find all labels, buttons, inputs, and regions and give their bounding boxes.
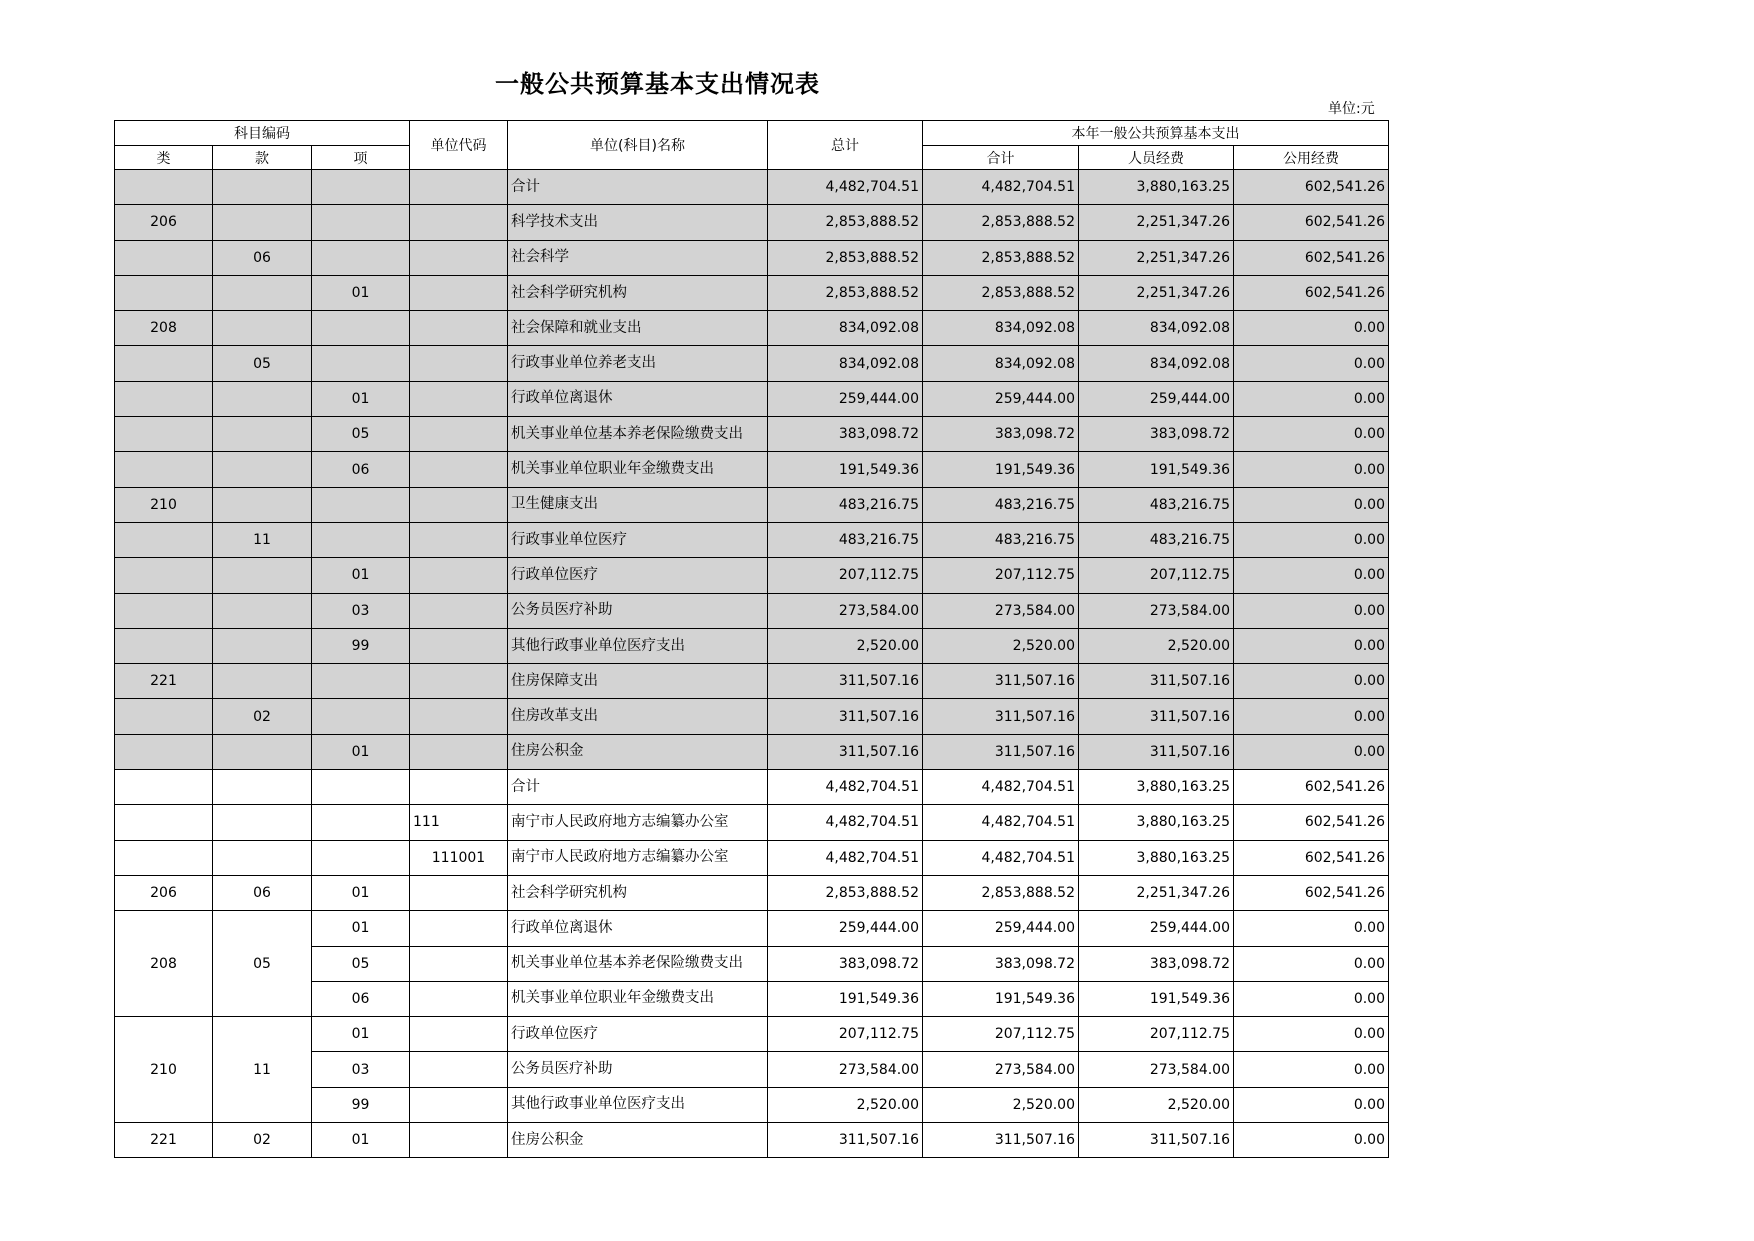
- cell-subtotal: 273,584.00: [923, 1052, 1079, 1087]
- section-by-unit: [115, 770, 1389, 1158]
- table-row: [115, 805, 1389, 840]
- cell-unit-code: [410, 981, 508, 1016]
- cell-unit-code: [410, 946, 508, 981]
- cell-subtotal: 207,112.75: [923, 558, 1079, 593]
- cell-xiang: 01: [312, 875, 410, 910]
- table-row: [115, 452, 1389, 487]
- cell-xiang: [312, 699, 410, 734]
- table-row: [115, 558, 1389, 593]
- cell-subtotal: 4,482,704.51: [923, 840, 1079, 875]
- cell-personnel: 311,507.16: [1079, 664, 1234, 699]
- cell-personnel: 3,880,163.25: [1079, 840, 1234, 875]
- cell-personnel: 207,112.75: [1079, 558, 1234, 593]
- cell-personnel: 483,216.75: [1079, 522, 1234, 557]
- cell-unit-code: [410, 875, 508, 910]
- cell-public: 0.00: [1234, 628, 1389, 663]
- cell-name: 公务员医疗补助: [508, 1052, 768, 1087]
- cell-kuan: 06: [213, 240, 312, 275]
- cell-personnel: 311,507.16: [1079, 734, 1234, 769]
- cell-unit-code: [410, 417, 508, 452]
- cell-public: 0.00: [1234, 381, 1389, 416]
- cell-subtotal: 834,092.08: [923, 346, 1079, 381]
- cell-total: 834,092.08: [768, 346, 923, 381]
- cell-unit-code: [410, 1017, 508, 1052]
- cell-total: 311,507.16: [768, 1123, 923, 1158]
- cell-lei: [115, 522, 213, 557]
- cell-personnel: 2,251,347.26: [1079, 275, 1234, 310]
- page-title: 一般公共预算基本支出情况表: [495, 70, 820, 98]
- cell-public: 0.00: [1234, 522, 1389, 557]
- cell-public: 0.00: [1234, 1087, 1389, 1122]
- cell-personnel: 273,584.00: [1079, 593, 1234, 628]
- cell-kuan: [213, 805, 312, 840]
- cell-unit-code: 111001: [410, 840, 508, 875]
- cell-xiang: 99: [312, 628, 410, 663]
- table-row: [115, 346, 1389, 381]
- cell-unit-code: [410, 487, 508, 522]
- cell-lei: [115, 275, 213, 310]
- cell-lei: [115, 381, 213, 416]
- cell-xiang: 06: [312, 981, 410, 1016]
- cell-personnel: 207,112.75: [1079, 1017, 1234, 1052]
- cell-public: 602,541.26: [1234, 170, 1389, 205]
- cell-subtotal: 2,853,888.52: [923, 875, 1079, 910]
- cell-name: 行政单位医疗: [508, 558, 768, 593]
- cell-unit-code: [410, 628, 508, 663]
- cell-xiang: 99: [312, 1087, 410, 1122]
- cell-subtotal: 191,549.36: [923, 981, 1079, 1016]
- table-row: [115, 593, 1389, 628]
- cell-total: 259,444.00: [768, 911, 923, 946]
- cell-subtotal: 2,853,888.52: [923, 205, 1079, 240]
- header-kuan: 款: [213, 146, 312, 170]
- cell-xiang: 01: [312, 275, 410, 310]
- cell-public: 0.00: [1234, 417, 1389, 452]
- cell-unit-code: [410, 275, 508, 310]
- cell-xiang: 01: [312, 1123, 410, 1158]
- cell-personnel: 383,098.72: [1079, 946, 1234, 981]
- cell-public: 0.00: [1234, 946, 1389, 981]
- cell-xiang: [312, 311, 410, 346]
- cell-xiang: [312, 346, 410, 381]
- cell-public: 602,541.26: [1234, 875, 1389, 910]
- cell-subtotal: 4,482,704.51: [923, 805, 1079, 840]
- cell-unit-code: [410, 1052, 508, 1087]
- cell-name: 机关事业单位基本养老保险缴费支出: [508, 417, 768, 452]
- table-row: [115, 205, 1389, 240]
- cell-xiang: [312, 805, 410, 840]
- cell-public: 602,541.26: [1234, 840, 1389, 875]
- cell-xiang: 01: [312, 1017, 410, 1052]
- cell-lei: [115, 770, 213, 805]
- cell-lei: [115, 593, 213, 628]
- cell-kuan: 05: [213, 346, 312, 381]
- cell-xiang: [312, 487, 410, 522]
- cell-total: 483,216.75: [768, 487, 923, 522]
- header-total: 总计: [768, 121, 923, 170]
- table-row: [115, 628, 1389, 663]
- header-current-year: 本年一般公共预算基本支出: [923, 121, 1389, 146]
- cell-unit-code: [410, 205, 508, 240]
- cell-xiang: [312, 205, 410, 240]
- cell-personnel: 191,549.36: [1079, 981, 1234, 1016]
- cell-kuan: [213, 170, 312, 205]
- cell-personnel: 2,520.00: [1079, 628, 1234, 663]
- cell-subtotal: 207,112.75: [923, 1017, 1079, 1052]
- cell-kuan: [213, 311, 312, 346]
- cell-unit-code: [410, 170, 508, 205]
- cell-name: 其他行政事业单位医疗支出: [508, 1087, 768, 1122]
- table-row: [115, 522, 1389, 557]
- cell-kuan: [213, 275, 312, 310]
- cell-total: 4,482,704.51: [768, 840, 923, 875]
- cell-subtotal: 483,216.75: [923, 487, 1079, 522]
- cell-name: 行政单位医疗: [508, 1017, 768, 1052]
- cell-lei: 210: [115, 1017, 213, 1123]
- cell-xiang: 01: [312, 734, 410, 769]
- cell-subtotal: 259,444.00: [923, 911, 1079, 946]
- header-unit-code: 单位代码: [410, 121, 508, 170]
- cell-name: 社会科学研究机构: [508, 875, 768, 910]
- cell-total: 207,112.75: [768, 558, 923, 593]
- header-public: 公用经费: [1234, 146, 1389, 170]
- cell-name: 其他行政事业单位医疗支出: [508, 628, 768, 663]
- cell-lei: 221: [115, 664, 213, 699]
- cell-subtotal: 2,853,888.52: [923, 275, 1079, 310]
- cell-personnel: 273,584.00: [1079, 1052, 1234, 1087]
- table-row: [115, 911, 1389, 946]
- cell-public: 0.00: [1234, 346, 1389, 381]
- cell-kuan: [213, 381, 312, 416]
- cell-kuan: [213, 664, 312, 699]
- cell-name: 住房公积金: [508, 1123, 768, 1158]
- cell-public: 602,541.26: [1234, 205, 1389, 240]
- cell-unit-code: [410, 1087, 508, 1122]
- cell-subtotal: 483,216.75: [923, 522, 1079, 557]
- cell-name: 住房公积金: [508, 734, 768, 769]
- cell-total: 2,853,888.52: [768, 205, 923, 240]
- cell-xiang: 01: [312, 911, 410, 946]
- cell-kuan: 05: [213, 911, 312, 1017]
- cell-subtotal: 311,507.16: [923, 699, 1079, 734]
- cell-total: 834,092.08: [768, 311, 923, 346]
- cell-kuan: 11: [213, 522, 312, 557]
- cell-total: 311,507.16: [768, 699, 923, 734]
- cell-name: 南宁市人民政府地方志编纂办公室: [508, 840, 768, 875]
- cell-public: 0.00: [1234, 1017, 1389, 1052]
- cell-lei: [115, 805, 213, 840]
- cell-personnel: 259,444.00: [1079, 911, 1234, 946]
- budget-table: [114, 120, 1389, 1158]
- cell-kuan: 06: [213, 875, 312, 910]
- section-by-subject: [115, 170, 1389, 770]
- header-personnel: 人员经费: [1079, 146, 1234, 170]
- table-row: [115, 417, 1389, 452]
- cell-lei: [115, 558, 213, 593]
- cell-subtotal: 2,520.00: [923, 1087, 1079, 1122]
- cell-xiang: 03: [312, 1052, 410, 1087]
- unit-label: 单位:元: [1328, 101, 1375, 117]
- table-row: [115, 875, 1389, 910]
- cell-personnel: 2,251,347.26: [1079, 205, 1234, 240]
- cell-name: 住房改革支出: [508, 699, 768, 734]
- cell-personnel: 383,098.72: [1079, 417, 1234, 452]
- cell-name: 机关事业单位职业年金缴费支出: [508, 452, 768, 487]
- cell-personnel: 3,880,163.25: [1079, 770, 1234, 805]
- cell-total: 273,584.00: [768, 593, 923, 628]
- cell-total: 4,482,704.51: [768, 170, 923, 205]
- cell-personnel: 191,549.36: [1079, 452, 1234, 487]
- cell-lei: [115, 628, 213, 663]
- table-row: [115, 770, 1389, 805]
- cell-subtotal: 311,507.16: [923, 734, 1079, 769]
- cell-kuan: [213, 593, 312, 628]
- cell-name: 行政单位离退休: [508, 911, 768, 946]
- cell-total: 4,482,704.51: [768, 770, 923, 805]
- cell-name: 行政事业单位养老支出: [508, 346, 768, 381]
- cell-name: 社会科学: [508, 240, 768, 275]
- cell-total: 4,482,704.51: [768, 805, 923, 840]
- cell-xiang: [312, 240, 410, 275]
- cell-total: 383,098.72: [768, 946, 923, 981]
- cell-kuan: [213, 487, 312, 522]
- cell-kuan: [213, 558, 312, 593]
- cell-public: 0.00: [1234, 487, 1389, 522]
- cell-public: 0.00: [1234, 664, 1389, 699]
- cell-kuan: [213, 840, 312, 875]
- cell-subtotal: 383,098.72: [923, 946, 1079, 981]
- cell-unit-code: [410, 664, 508, 699]
- cell-lei: [115, 170, 213, 205]
- cell-public: 0.00: [1234, 699, 1389, 734]
- cell-xiang: 06: [312, 452, 410, 487]
- cell-unit-code: [410, 558, 508, 593]
- cell-unit-code: [410, 699, 508, 734]
- cell-name: 社会保障和就业支出: [508, 311, 768, 346]
- cell-lei: [115, 240, 213, 275]
- cell-name: 社会科学研究机构: [508, 275, 768, 310]
- cell-unit-code: [410, 1123, 508, 1158]
- cell-public: 0.00: [1234, 1052, 1389, 1087]
- cell-xiang: [312, 770, 410, 805]
- cell-total: 2,853,888.52: [768, 240, 923, 275]
- cell-unit-code: [410, 240, 508, 275]
- cell-unit-code: [410, 522, 508, 557]
- cell-kuan: [213, 770, 312, 805]
- cell-unit-code: [410, 311, 508, 346]
- cell-personnel: 2,520.00: [1079, 1087, 1234, 1122]
- cell-xiang: [312, 170, 410, 205]
- cell-kuan: 11: [213, 1017, 312, 1123]
- cell-total: 2,520.00: [768, 1087, 923, 1122]
- cell-subtotal: 834,092.08: [923, 311, 1079, 346]
- table-row: [115, 170, 1389, 205]
- table-row: [115, 1017, 1389, 1052]
- cell-unit-code: [410, 381, 508, 416]
- cell-total: 383,098.72: [768, 417, 923, 452]
- cell-public: 0.00: [1234, 558, 1389, 593]
- cell-xiang: [312, 664, 410, 699]
- header-unit-name: 单位(科目)名称: [508, 121, 768, 170]
- cell-personnel: 2,251,347.26: [1079, 240, 1234, 275]
- cell-unit-code: [410, 452, 508, 487]
- cell-subtotal: 311,507.16: [923, 664, 1079, 699]
- cell-subtotal: 191,549.36: [923, 452, 1079, 487]
- cell-total: 207,112.75: [768, 1017, 923, 1052]
- cell-personnel: 834,092.08: [1079, 311, 1234, 346]
- cell-total: 2,853,888.52: [768, 875, 923, 910]
- cell-name: 机关事业单位基本养老保险缴费支出: [508, 946, 768, 981]
- cell-xiang: 05: [312, 946, 410, 981]
- table-row: [115, 275, 1389, 310]
- cell-lei: [115, 734, 213, 769]
- header-subtotal: 合计: [923, 146, 1079, 170]
- cell-name: 合计: [508, 770, 768, 805]
- cell-kuan: [213, 734, 312, 769]
- table-row: [115, 734, 1389, 769]
- cell-public: 0.00: [1234, 452, 1389, 487]
- cell-lei: [115, 699, 213, 734]
- cell-lei: 208: [115, 311, 213, 346]
- cell-unit-code: [410, 734, 508, 769]
- cell-kuan: 02: [213, 1123, 312, 1158]
- cell-public: 602,541.26: [1234, 770, 1389, 805]
- cell-xiang: 01: [312, 558, 410, 593]
- cell-kuan: [213, 452, 312, 487]
- cell-kuan: [213, 628, 312, 663]
- cell-public: 0.00: [1234, 593, 1389, 628]
- table-row: [115, 381, 1389, 416]
- table-row: [115, 487, 1389, 522]
- cell-name: 南宁市人民政府地方志编纂办公室: [508, 805, 768, 840]
- cell-total: 311,507.16: [768, 734, 923, 769]
- cell-total: 2,520.00: [768, 628, 923, 663]
- cell-total: 191,549.36: [768, 981, 923, 1016]
- cell-total: 259,444.00: [768, 381, 923, 416]
- cell-subtotal: 383,098.72: [923, 417, 1079, 452]
- cell-subtotal: 311,507.16: [923, 1123, 1079, 1158]
- cell-xiang: 01: [312, 381, 410, 416]
- table-row: [115, 311, 1389, 346]
- cell-personnel: 483,216.75: [1079, 487, 1234, 522]
- cell-personnel: 3,880,163.25: [1079, 170, 1234, 205]
- cell-subtotal: 4,482,704.51: [923, 170, 1079, 205]
- cell-name: 机关事业单位职业年金缴费支出: [508, 981, 768, 1016]
- cell-kuan: 02: [213, 699, 312, 734]
- cell-xiang: [312, 522, 410, 557]
- header-subject-code: 科目编码: [115, 121, 410, 146]
- cell-public: 0.00: [1234, 311, 1389, 346]
- header-xiang: 项: [312, 146, 410, 170]
- cell-lei: 221: [115, 1123, 213, 1158]
- cell-total: 2,853,888.52: [768, 275, 923, 310]
- table-row: [115, 664, 1389, 699]
- table-row: [115, 699, 1389, 734]
- cell-unit-code: [410, 770, 508, 805]
- cell-personnel: 3,880,163.25: [1079, 805, 1234, 840]
- cell-lei: 206: [115, 205, 213, 240]
- cell-subtotal: 259,444.00: [923, 381, 1079, 416]
- cell-lei: 210: [115, 487, 213, 522]
- cell-unit-code: [410, 593, 508, 628]
- cell-public: 602,541.26: [1234, 275, 1389, 310]
- cell-total: 311,507.16: [768, 664, 923, 699]
- table-row: [115, 240, 1389, 275]
- cell-subtotal: 273,584.00: [923, 593, 1079, 628]
- cell-name: 卫生健康支出: [508, 487, 768, 522]
- table-row: [115, 840, 1389, 875]
- table-row: [115, 1123, 1389, 1158]
- cell-lei: [115, 346, 213, 381]
- cell-unit-code: 111: [410, 805, 508, 840]
- cell-lei: [115, 452, 213, 487]
- cell-subtotal: 2,853,888.52: [923, 240, 1079, 275]
- cell-total: 483,216.75: [768, 522, 923, 557]
- cell-name: 科学技术支出: [508, 205, 768, 240]
- cell-name: 合计: [508, 170, 768, 205]
- cell-public: 0.00: [1234, 981, 1389, 1016]
- cell-total: 273,584.00: [768, 1052, 923, 1087]
- cell-public: 602,541.26: [1234, 240, 1389, 275]
- cell-kuan: [213, 417, 312, 452]
- cell-name: 住房保障支出: [508, 664, 768, 699]
- cell-kuan: [213, 205, 312, 240]
- cell-personnel: 834,092.08: [1079, 346, 1234, 381]
- cell-xiang: 05: [312, 417, 410, 452]
- cell-public: 602,541.26: [1234, 805, 1389, 840]
- cell-lei: [115, 417, 213, 452]
- cell-lei: 206: [115, 875, 213, 910]
- cell-name: 行政事业单位医疗: [508, 522, 768, 557]
- cell-name: 行政单位离退休: [508, 381, 768, 416]
- cell-personnel: 2,251,347.26: [1079, 875, 1234, 910]
- cell-xiang: [312, 840, 410, 875]
- cell-personnel: 311,507.16: [1079, 1123, 1234, 1158]
- cell-public: 0.00: [1234, 911, 1389, 946]
- cell-name: 公务员医疗补助: [508, 593, 768, 628]
- cell-lei: [115, 840, 213, 875]
- cell-unit-code: [410, 911, 508, 946]
- cell-subtotal: 4,482,704.51: [923, 770, 1079, 805]
- header-lei: 类: [115, 146, 213, 170]
- cell-total: 191,549.36: [768, 452, 923, 487]
- cell-unit-code: [410, 346, 508, 381]
- cell-public: 0.00: [1234, 1123, 1389, 1158]
- cell-xiang: 03: [312, 593, 410, 628]
- cell-personnel: 259,444.00: [1079, 381, 1234, 416]
- cell-personnel: 311,507.16: [1079, 699, 1234, 734]
- cell-public: 0.00: [1234, 734, 1389, 769]
- cell-subtotal: 2,520.00: [923, 628, 1079, 663]
- cell-lei: 208: [115, 911, 213, 1017]
